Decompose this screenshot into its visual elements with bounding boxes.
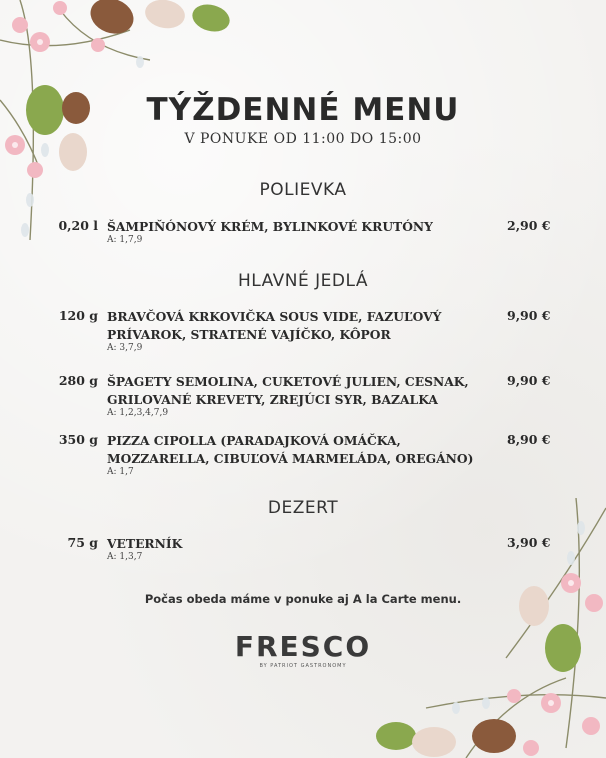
green-egg [376, 722, 416, 750]
item-allergens: A: 1,7,9 [107, 235, 143, 245]
a-la-carte-note: Počas obeda máme v ponuke aj A la Carte menu. [144, 592, 462, 606]
item-price: 9,90 € [507, 308, 551, 323]
item-quantity: 350 g [58, 432, 98, 447]
item-quantity: 75 g [67, 535, 98, 550]
item-price: 3,90 € [507, 535, 551, 550]
section-heading-dessert: DEZERT [267, 498, 339, 518]
item-name: PIZZA CIPOLLA (PARADAJKOVÁ OMÁČKA, MOZZARELLA, CIBUĽOVÁ MARMELÁDA, OREGÁNO) [107, 433, 474, 466]
item-price: 2,90 € [507, 218, 551, 233]
speckled-egg [412, 727, 456, 757]
item-allergens: A: 1,7 [107, 467, 134, 477]
item-price: 9,90 € [507, 373, 551, 388]
section-heading-main-courses: HLAVNÉ JEDLÁ [237, 271, 368, 291]
item-name: ŠPAGETY SEMOLINA, CUKETOVÉ JULIEN, CESNAK, GRILOVANÉ KREVETY, ZREJÚCI SYR, BAZALKA [107, 374, 469, 407]
item-name: VETERNÍK [107, 536, 183, 551]
fresco-logo: FRESCO [234, 630, 372, 663]
menu-hours: V PONUKE OD 11:00 DO 15:00 [184, 131, 422, 147]
brown-egg [472, 719, 516, 753]
section-heading-soup: POLIEVKA [259, 180, 347, 200]
item-allergens: A: 1,3,7 [107, 552, 143, 562]
green-egg [189, 1, 232, 36]
brown-egg [86, 0, 139, 39]
speckled-egg [143, 0, 187, 31]
item-allergens: A: 1,2,3,4,7,9 [107, 408, 169, 418]
item-price: 8,90 € [507, 432, 551, 447]
item-quantity: 0,20 l [58, 218, 98, 233]
item-name: BRAVČOVÁ KRKOVIČKA SOUS VIDE, FAZUĽOVÝ PRÍVAROK, STRATENÉ VAJÍČKO, KÔPOR [107, 309, 442, 342]
item-name: ŠAMPIŇÓNOVÝ KRÉM, BYLINKOVÉ KRUTÓNY [107, 219, 433, 234]
fresco-logo-tagline: BY PATRIOT GASTRONOMY [259, 663, 347, 669]
item-quantity: 120 g [58, 308, 98, 323]
item-quantity: 280 g [58, 373, 98, 388]
item-allergens: A: 3,7,9 [107, 343, 143, 353]
menu-title: TÝŽDENNÉ MENU [146, 92, 460, 128]
